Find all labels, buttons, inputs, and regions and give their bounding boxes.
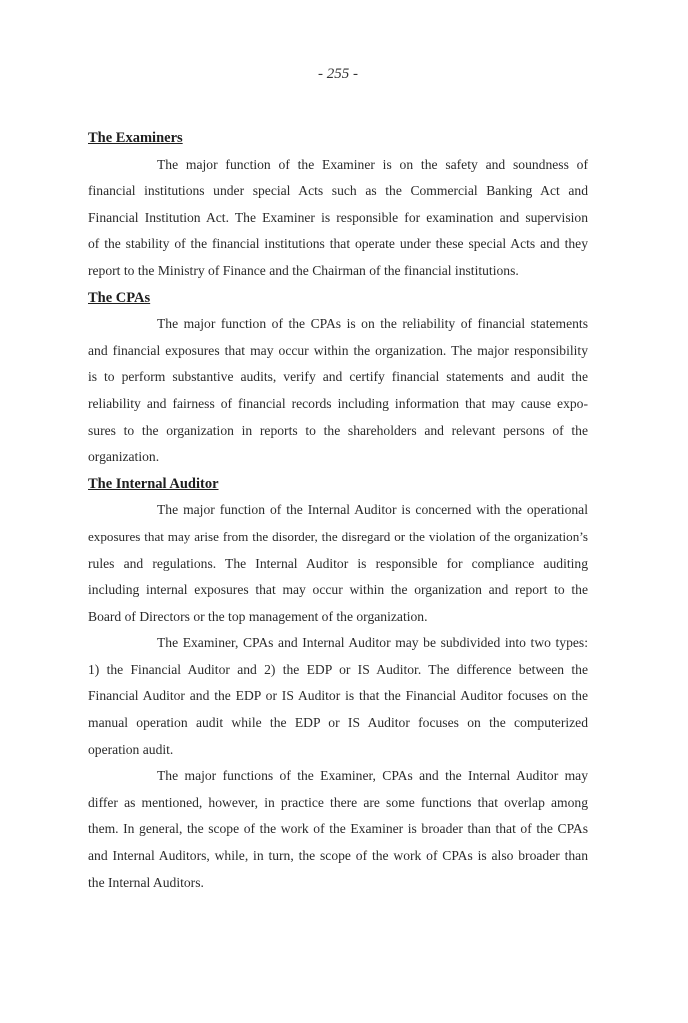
paragraph <box>88 630 588 763</box>
paragraph <box>88 152 588 285</box>
section-internal-auditor <box>88 471 588 897</box>
text-line: sures to the organization in reports to the shareholders and relevant persons of the <box>88 422 588 438</box>
text-line: is to perform substantive audits, verify and certify financial statements and audit the <box>88 369 588 385</box>
text-line: organization. <box>88 449 160 465</box>
text-line: report to the Ministry of Finance and the Chairman of the financial institutions. <box>88 262 519 278</box>
text-line: differ as mentioned, however, in practice there are some functions that overlap among <box>88 794 588 810</box>
page-number: - 255 - <box>318 66 358 82</box>
paragraph <box>88 497 588 630</box>
section-heading: The Internal Auditor <box>88 475 219 492</box>
text-line: The major function of the Examiner is on the safety and soundness of <box>157 156 588 172</box>
text-line: Board of Directors or the top management of the organization. <box>88 608 428 624</box>
section-examiners <box>88 125 588 285</box>
section-heading: The CPAs <box>88 289 151 306</box>
text-line: The major functions of the Examiner, CPAs and the Internal Auditor may <box>157 768 588 784</box>
section-heading: The Examiners <box>88 130 183 146</box>
text-line: The major function of the Internal Auditor is concerned with the operational <box>157 502 588 518</box>
paragraph <box>88 763 588 896</box>
text-line: of the stability of the financial institutions that operate under these special Acts and they <box>88 236 588 252</box>
text-line: Financial Institution Act. The Examiner is responsible for examination and supervision <box>88 209 588 225</box>
paragraph <box>88 311 588 471</box>
text-line: them. In general, the scope of the work of the Examiner is broader than that of the CPAs <box>88 821 588 837</box>
text-line: financial institutions under special Acts such as the Commercial Banking Act and <box>88 183 588 199</box>
text-line: rules and regulations. The Internal Auditor is responsible for compliance auditing <box>88 555 588 571</box>
text-line: 1) the Financial Auditor and 2) the EDP or IS Auditor. The difference between the <box>88 661 588 677</box>
text-line: Financial Auditor and the EDP or IS Auditor is that the Financial Auditor focuses on the <box>88 688 588 704</box>
text-line: and Internal Auditors, while, in turn, the scope of the work of CPAs is also broader than <box>88 848 588 864</box>
text-line: reliability and fairness of financial records including information that may cause expo- <box>88 395 588 411</box>
text-line: operation audit. <box>88 741 174 757</box>
text-line: The major function of the CPAs is on the reliability of financial statements <box>157 316 588 332</box>
document-body <box>88 125 588 896</box>
text-line: exposures that may arise from the disorder, the disregard or the violation of the organization’s <box>88 528 588 544</box>
text-line: including internal exposures that may occur within the organization and report to the <box>88 582 588 598</box>
text-line: The Examiner, CPAs and Internal Auditor may be subdivided into two types: <box>157 635 588 651</box>
text-line: the Internal Auditors. <box>88 874 204 890</box>
section-cpas <box>88 285 588 471</box>
text-line: manual operation audit while the EDP or IS Auditor focuses on the computerized <box>88 715 588 731</box>
text-line: and financial exposures that may occur within the organization. The major responsibility <box>88 342 588 358</box>
